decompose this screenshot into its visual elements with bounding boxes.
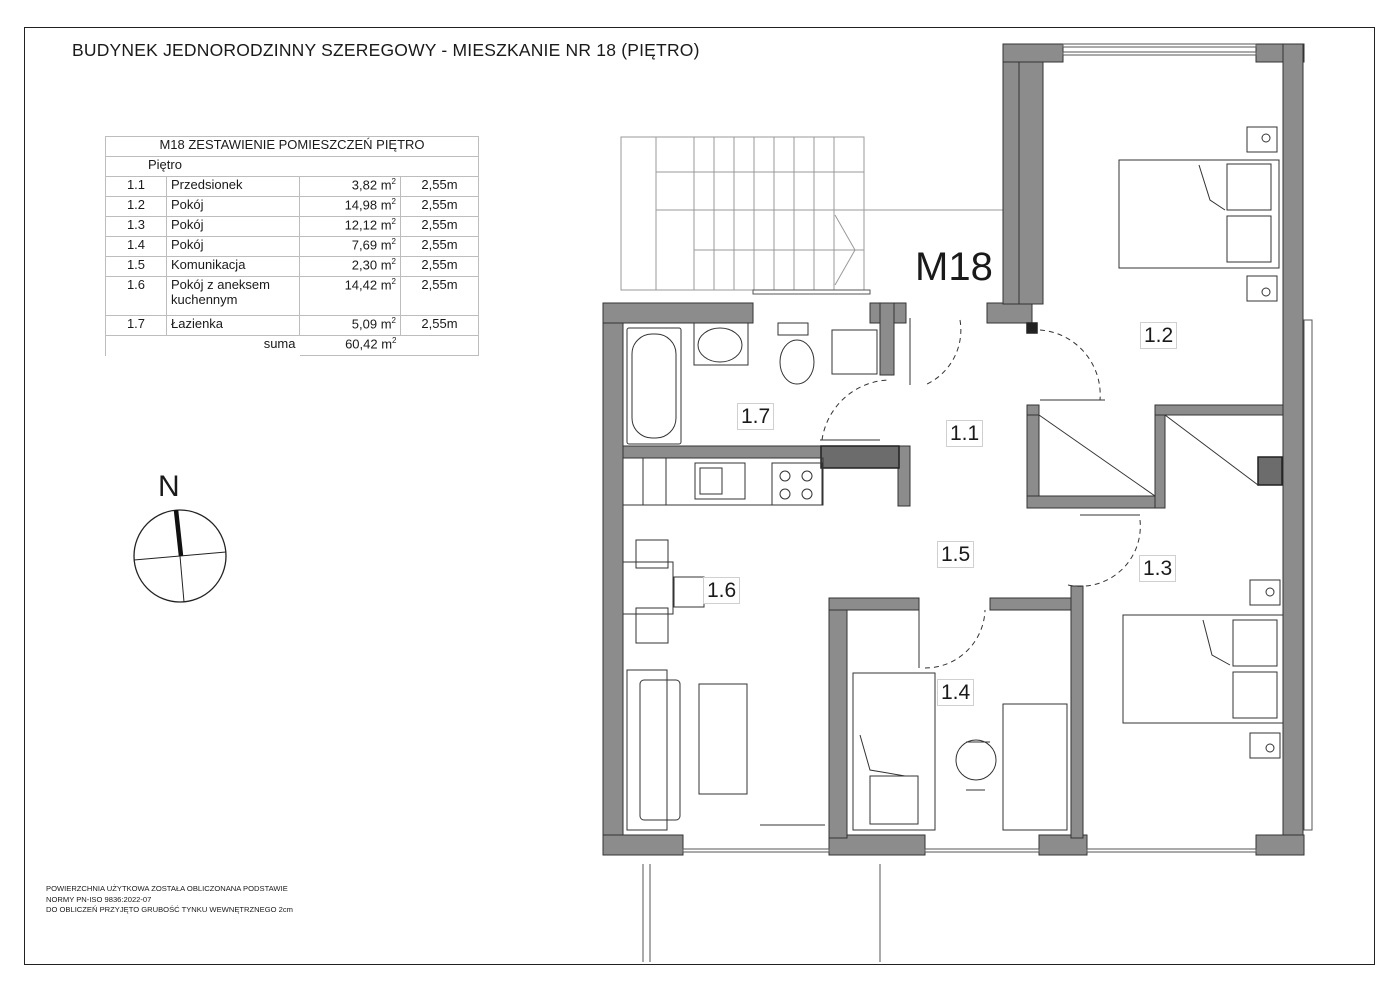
note-line: NORMY PN-ISO 9836:2022-07 [46, 894, 152, 904]
north-label: N [158, 470, 180, 503]
room-height: 2,55m [401, 217, 479, 237]
kitchen-fixtures [623, 458, 823, 505]
room-label-1-1: 1.1 [946, 420, 983, 447]
room-area: 14,98 $m^2$ [300, 197, 401, 217]
vent-shaft [1258, 457, 1282, 485]
room-area: 12,12 $m^2$ [300, 217, 401, 237]
room-number: 1.1 [106, 177, 167, 197]
bedroom-12-furniture [1119, 127, 1279, 301]
room-name: Pokój z aneksem kuchennym [167, 277, 300, 316]
room-name: Komunikacja [167, 257, 300, 277]
room-height: 2,55m [401, 316, 479, 336]
room-name: Pokój [167, 237, 300, 257]
table-section: Piętro [106, 157, 479, 177]
room-number: 1.2 [106, 197, 167, 217]
room-label-1-6: 1.6 [703, 577, 740, 604]
room-name: Pokój [167, 217, 300, 237]
room-number: 1.4 [106, 237, 167, 257]
kitchen-counter-dark [821, 446, 899, 468]
room-number: 1.6 [106, 277, 167, 316]
room-height: 2,55m [401, 197, 479, 217]
room-number: 1.5 [106, 257, 167, 277]
area-note [46, 884, 293, 916]
room-label-1-2: 1.2 [1140, 322, 1177, 349]
room-area: 3,82 $m^2$ [300, 177, 401, 197]
room-name: Przedsionek [167, 177, 300, 197]
note-line: DO OBLICZEŃ PRZYJĘTO GRUBOŚĆ TYNKU WEWNĘTRZNEGO 2cm [46, 905, 293, 914]
room-area: 2,30 $m^2$ [300, 257, 401, 277]
room-area: 7,69 $m^2$ [300, 237, 401, 257]
bedroom-13-furniture [1123, 580, 1283, 758]
room-height: 2,55m [401, 177, 479, 197]
door-swings [822, 320, 1140, 668]
room-label-1-5: 1.5 [937, 541, 974, 568]
room-number: 1.7 [106, 316, 167, 336]
room-height: 2,55m [401, 277, 479, 316]
drawing-title: BUDYNEK JEDNORODZINNY SZEREGOWY - MIESZKANIE NR 18 (PIĘTRO) [72, 40, 700, 60]
room-area: 14,42 $m^2$ [300, 277, 401, 316]
room-area: 5,09 $m^2$ [300, 316, 401, 336]
room-label-1-4: 1.4 [937, 679, 974, 706]
room-label-1-7: 1.7 [737, 403, 774, 430]
table-heading: M18 ZESTAWIENIE POMIESZCZEŃ PIĘTRO [106, 137, 479, 157]
apartment-label: M18 [915, 245, 993, 289]
room-number: 1.3 [106, 217, 167, 237]
note-line: POWIERZCHNIA UŻYTKOWA ZOSTAŁA OBLICZONANA PODSTAWIE [46, 884, 288, 893]
compass-symbol [134, 510, 226, 602]
room-height: 2,55m [401, 237, 479, 257]
balcony [643, 864, 880, 962]
room-height: 2,55m [401, 257, 479, 277]
sum-value: 60,42 $m^2$ [300, 336, 401, 356]
sum-label: suma [106, 336, 300, 356]
room-label-1-3: 1.3 [1139, 555, 1176, 582]
room-name: Pokój [167, 197, 300, 217]
room-name: Łazienka [167, 316, 300, 336]
